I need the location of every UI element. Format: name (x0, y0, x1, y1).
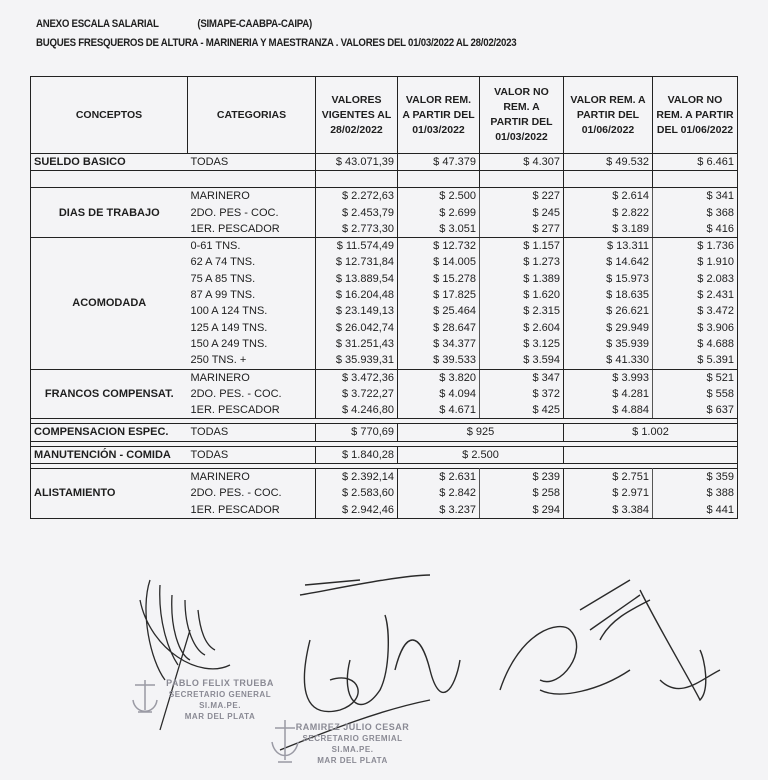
category-cell: 125 A 149 TNS. (190, 321, 268, 334)
category-cell: MARINERO (188, 369, 316, 386)
value-vigente: $ 13.889,54 (316, 271, 398, 287)
value-rem-0106: $ 2.614 (564, 188, 653, 205)
value-rem-0103: $ 39.533 (398, 352, 480, 369)
table-row (31, 446, 738, 463)
value-rem-0106: $ 3.189 (564, 221, 653, 238)
value-norem-0103: $ 1.273 (480, 254, 564, 270)
stamp-left (160, 678, 280, 722)
empty-cell (316, 171, 398, 188)
value-rem-0103: $ 3.051 (398, 221, 480, 238)
value-0103: $ 925 (398, 424, 564, 441)
value-rem-0106: $ 2.822 (564, 205, 653, 221)
value-norem-0103: $ 227 (480, 188, 564, 205)
value-norem-0103: $ 2.604 (480, 320, 564, 336)
value-norem-0103: $ 239 (480, 469, 564, 486)
title-parties: (SIMAPE-CAABPA-CAIPA) (197, 18, 312, 30)
empty-cell (564, 171, 653, 188)
value-norem-0106: $ 3.906 (653, 320, 738, 336)
concept-alistamiento: ALISTAMIENTO (31, 469, 188, 519)
value-norem-0106: $ 2.083 (653, 271, 738, 287)
empty-row (31, 171, 738, 188)
value-rem-0106: $ 41.330 (564, 352, 653, 369)
value-norem-0103: $ 425 (480, 402, 564, 419)
value-rem-0106: $ 2.971 (564, 485, 653, 501)
value-norem-0103: $ 245 (480, 205, 564, 221)
value-norem-0106: $ 441 (653, 502, 738, 519)
empty-cell (398, 171, 480, 188)
value-vigente: $ 2.583,60 (316, 485, 398, 501)
value-norem-0106: $ 2.431 (653, 287, 738, 303)
stamp-center-name: RAMIREZ JULIO CESAR (295, 722, 410, 732)
value-vigente: $ 770,69 (316, 424, 398, 441)
value-norem-0103: $ 2.315 (480, 303, 564, 319)
value-rem-0103: $ 2.842 (398, 485, 480, 501)
stamp-center-role: SECRETARIO GREMIAL (302, 734, 403, 743)
value-rem-0103: $ 2.631 (398, 469, 480, 486)
category-cell: TODAS (188, 446, 316, 463)
value-rem-0103: $ 4.094 (398, 386, 480, 402)
value-norem-0103: $ 294 (480, 502, 564, 519)
value-rem-0106: $ 15.973 (564, 271, 653, 287)
value-norem-0106: $ 368 (653, 205, 738, 221)
category-cell: MARINERO (188, 469, 316, 486)
value-norem-0103: $ 4.307 (480, 154, 564, 171)
value-norem-0103: $ 277 (480, 221, 564, 238)
value-vigente: $ 1.840,28 (316, 446, 398, 463)
value-rem-0103: $ 3.237 (398, 502, 480, 519)
stamp-left-role: SECRETARIO GENERAL (168, 690, 272, 699)
stamp-center (295, 722, 410, 766)
value-vigente: $ 2.773,30 (316, 221, 398, 238)
category-cell: TODAS (188, 154, 316, 171)
stamp-left-city: MAR DEL PLATA (184, 712, 256, 721)
value-rem-0106: $ 35.939 (564, 336, 653, 352)
value-rem-0106: $ 29.949 (564, 320, 653, 336)
value-vigente: $ 26.042,74 (316, 320, 398, 336)
value-rem-0106: $ 3.993 (564, 369, 653, 386)
concept-francos: FRANCOS COMPENSAT. (31, 369, 188, 419)
value-rem-0103: $ 4.671 (398, 402, 480, 419)
table-row (31, 154, 738, 171)
table-row (31, 188, 738, 205)
header-norem-0103: VALOR NO REM. A PARTIR DEL 01/03/2022 (480, 77, 564, 154)
value-rem-0103: $ 34.377 (398, 336, 480, 352)
value-rem-0103: $ 12.732 (398, 238, 480, 255)
value-rem-0103: $ 47.379 (398, 154, 480, 171)
value-vigente: $ 2.272,63 (316, 188, 398, 205)
concept-sueldo-basico: SUELDO BASICO (31, 154, 188, 171)
value-rem-0106: $ 26.621 (564, 303, 653, 319)
value-vigente: $ 43.071,39 (316, 154, 398, 171)
value-rem-0106: $ 49.532 (564, 154, 653, 171)
category-cell: 2DO. PES. - COC. (190, 387, 282, 400)
title-annex: ANEXO ESCALA SALARIAL (36, 18, 159, 30)
value-vigente: $ 11.574,49 (316, 238, 398, 255)
concept-acomodada: ACOMODADA (31, 238, 188, 369)
category-cell: 150 A 249 TNS. (190, 337, 268, 350)
value-norem-0106: $ 637 (653, 402, 738, 419)
signature-right (500, 580, 720, 700)
value-norem-0106: $ 1.736 (653, 238, 738, 255)
value-norem-0103: $ 1.389 (480, 271, 564, 287)
category-cell: 87 A 99 TNS. (190, 289, 256, 302)
value-norem-0106: $ 558 (653, 386, 738, 402)
header-rem-0103: VALOR REM. A PARTIR DEL 01/03/2022 (398, 77, 480, 154)
value-rem-0106: $ 4.281 (564, 386, 653, 402)
value-rem-0103: $ 28.647 (398, 320, 480, 336)
value-norem-0106: $ 388 (653, 485, 738, 501)
value-rem-0103: $ 17.825 (398, 287, 480, 303)
salary-table (30, 76, 738, 519)
stamp-left-name: PABLO FELIX TRUEBA (166, 678, 274, 688)
category-cell: 100 A 124 TNS. (190, 305, 268, 318)
header-categorias: CATEGORIAS (188, 77, 316, 154)
value-vigente: $ 3.722,27 (316, 386, 398, 402)
value-rem-0103: $ 3.820 (398, 369, 480, 386)
value-rem-0106: $ 14.642 (564, 254, 653, 270)
table-row (31, 469, 738, 486)
empty-cell (653, 171, 738, 188)
category-cell: 250 TNS. + (188, 352, 316, 369)
table-row (31, 238, 738, 255)
stamp-center-city: MAR DEL PLATA (317, 756, 388, 765)
header-norem-0106: VALOR NO REM. A PARTIR DEL 01/06/2022 (653, 77, 738, 154)
value-rem-0106: $ 3.384 (564, 502, 653, 519)
value-vigente: $ 23.149,13 (316, 303, 398, 319)
value-vigente: $ 2.392,14 (316, 469, 398, 486)
value-norem-0106: $ 416 (653, 221, 738, 238)
category-cell: MARINERO (188, 188, 316, 205)
document-subtitle: BUQUES FRESQUEROS DE ALTURA - MARINERIA Y MAESTRANZA . VALORES DEL 01/03/2022 AL 28/02/2023 (36, 37, 517, 49)
value-rem-0103: $ 25.464 (398, 303, 480, 319)
value-vigente: $ 12.731,84 (316, 254, 398, 270)
value-vigente: $ 16.204,48 (316, 287, 398, 303)
value-norem-0106: $ 5.391 (653, 352, 738, 369)
value-rem-0106: $ 13.311 (564, 238, 653, 255)
category-cell: 0-61 TNS. (188, 238, 316, 255)
category-cell: 2DO. PES - COC. (190, 206, 279, 219)
stamp-left-org: SI.MA.PE. (199, 701, 241, 710)
value-rem-0103: $ 15.278 (398, 271, 480, 287)
value-norem-0106: $ 359 (653, 469, 738, 486)
value-rem-0106: $ 18.635 (564, 287, 653, 303)
value-norem-0106: $ 341 (653, 188, 738, 205)
value-rem-0106: $ 4.884 (564, 402, 653, 419)
value-rem-0106: $ 2.751 (564, 469, 653, 486)
value-norem-0103: $ 258 (480, 485, 564, 501)
value-vigente: $ 3.472,36 (316, 369, 398, 386)
category-cell: 62 A 74 TNS. (190, 256, 256, 269)
empty-cell (31, 171, 316, 188)
header-vigentes: VALORES VIGENTES AL 28/02/2022 (316, 77, 398, 154)
value-vigente: $ 2.942,46 (316, 502, 398, 519)
category-cell: 1ER. PESCADOR (188, 402, 316, 419)
value-norem-0106: $ 521 (653, 369, 738, 386)
header-rem-0106: VALOR REM. A PARTIR DEL 01/06/2022 (564, 77, 653, 154)
value-norem-0106: $ 4.688 (653, 336, 738, 352)
value-norem-0106: $ 1.910 (653, 254, 738, 270)
value-norem-0103: $ 1.157 (480, 238, 564, 255)
concept-dias_trabajo: DIAS DE TRABAJO (31, 188, 188, 238)
value-norem-0106: $ 3.472 (653, 303, 738, 319)
value-norem-0103: $ 3.125 (480, 336, 564, 352)
table-row (31, 369, 738, 386)
stamp-center-org: SI.MA.PE. (331, 745, 374, 754)
value-rem-0103: $ 2.699 (398, 205, 480, 221)
value-0106: $ 1.002 (564, 424, 738, 441)
value-norem-0103: $ 1.620 (480, 287, 564, 303)
value-norem-0106: $ 6.461 (653, 154, 738, 171)
empty-cell (480, 171, 564, 188)
value-norem-0103: $ 3.594 (480, 352, 564, 369)
value-vigente: $ 31.251,43 (316, 336, 398, 352)
concept-manutencion: MANUTENCIÓN - COMIDA (31, 446, 188, 463)
value-vigente: $ 35.939,31 (316, 352, 398, 369)
category-cell: 2DO. PES. - COC. (190, 487, 282, 500)
header-conceptos: CONCEPTOS (31, 77, 188, 154)
concept-compensacion: COMPENSACION ESPEC. (31, 424, 188, 441)
value-rem-0103: $ 14.005 (398, 254, 480, 270)
table-row (31, 424, 738, 441)
category-cell: 75 A 85 TNS. (190, 272, 256, 285)
category-cell: 1ER. PESCADOR (188, 221, 316, 238)
value-0106-empty (564, 446, 738, 463)
value-vigente: $ 2.453,79 (316, 205, 398, 221)
stamp-left-emblem (133, 680, 157, 712)
value-norem-0103: $ 347 (480, 369, 564, 386)
value-0103: $ 2.500 (398, 446, 564, 463)
header-row (31, 77, 738, 154)
document-title (36, 18, 312, 30)
category-cell: 1ER. PESCADOR (188, 502, 316, 519)
value-vigente: $ 4.246,80 (316, 402, 398, 419)
value-norem-0103: $ 372 (480, 386, 564, 402)
category-cell: TODAS (188, 424, 316, 441)
value-rem-0103: $ 2.500 (398, 188, 480, 205)
